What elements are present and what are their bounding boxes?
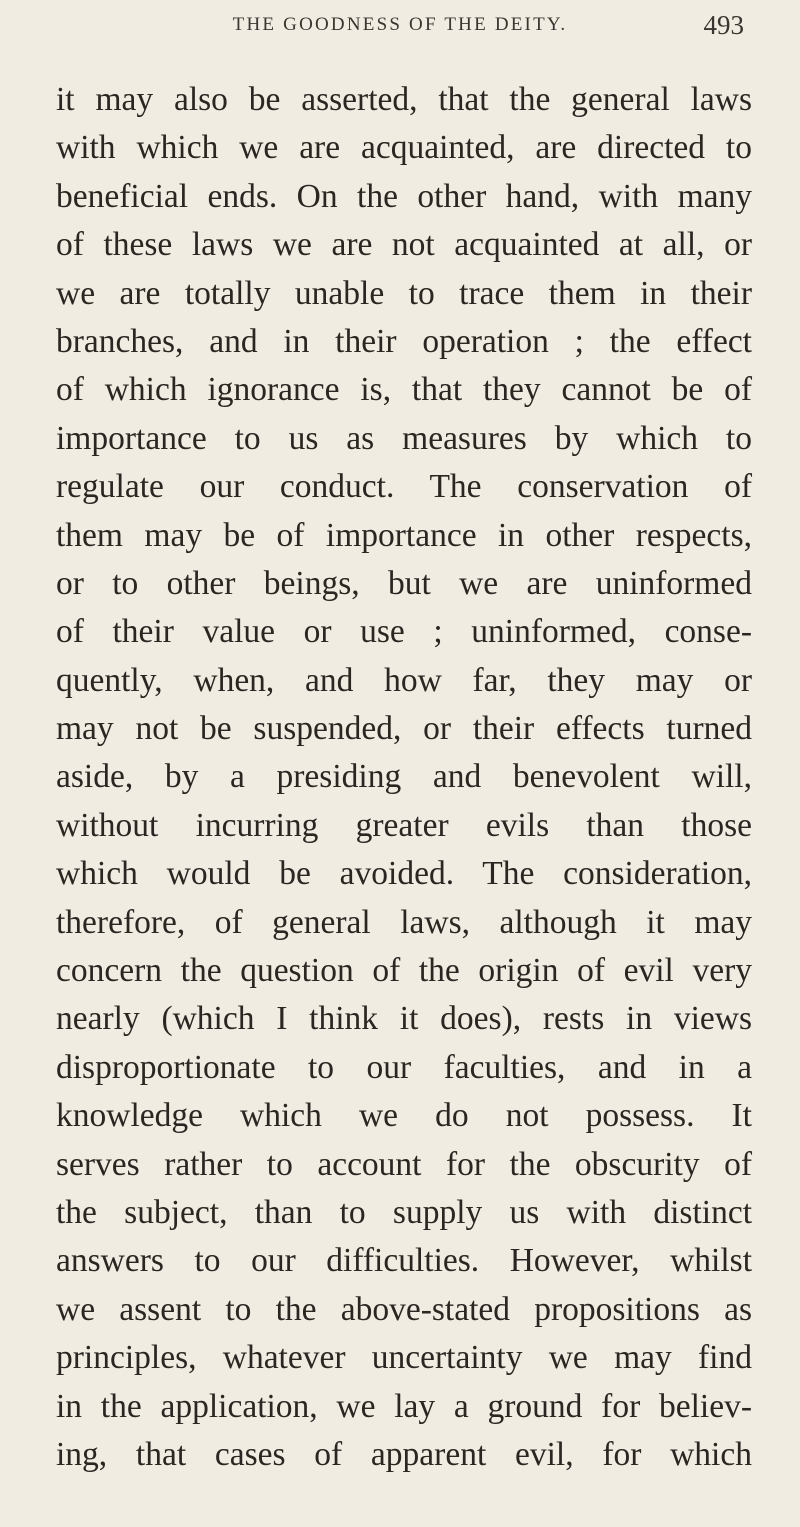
body-line: we assent to the above-stated propositions as	[56, 1290, 752, 1328]
body-line: principles, whatever uncertainty we may find	[56, 1339, 752, 1377]
body-line: ing, that cases of apparent evil, for which	[56, 1435, 752, 1473]
body-line: knowledge which we do not possess. It	[56, 1097, 752, 1135]
body-line: which would be avoided. The consideration,	[56, 855, 752, 893]
body-text	[56, 76, 752, 1479]
body-line: of these laws we are not acquainted at all, or	[56, 226, 752, 264]
body-line: quently, when, and how far, they may or	[56, 661, 752, 699]
body-line: them may be of importance in other respects,	[56, 516, 752, 554]
body-line: answers to our difficulties. However, whilst	[56, 1242, 752, 1280]
page-number: 493	[703, 10, 744, 40]
body-line: of their value or use ; uninformed, conse-	[56, 613, 752, 651]
running-title: THE GOODNESS OF THE DEITY.	[232, 14, 568, 35]
body-line: in the application, we lay a ground for believ-	[56, 1387, 752, 1425]
body-line: regulate our conduct. The conservation of	[56, 468, 752, 506]
body-line: the subject, than to supply us with distinct	[56, 1193, 752, 1231]
body-line: serves rather to account for the obscurity of	[56, 1145, 752, 1183]
body-line: or to other beings, but we are uninformed	[56, 564, 752, 602]
body-line: beneficial ends. On the other hand, with many	[56, 177, 752, 215]
body-line: with which we are acquainted, are directed to	[56, 129, 752, 167]
body-line: branches, and in their operation ; the effect	[56, 322, 752, 360]
body-line: aside, by a presiding and benevolent will,	[56, 758, 752, 796]
body-line: concern the question of the origin of evil very	[56, 952, 752, 990]
running-head	[0, 6, 800, 46]
body-line: may not be suspended, or their effects turned	[56, 710, 752, 748]
body-line: nearly (which I think it does), rests in views	[56, 1000, 752, 1038]
body-line: importance to us as measures by which to	[56, 419, 752, 457]
body-line: we are totally unable to trace them in their	[56, 274, 752, 312]
body-line: of which ignorance is, that they cannot be of	[56, 371, 752, 409]
body-line: disproportionate to our faculties, and in a	[56, 1048, 752, 1086]
body-line: without incurring greater evils than those	[56, 806, 752, 844]
body-line: it may also be asserted, that the general laws	[56, 81, 752, 118]
body-line: therefore, of general laws, although it may	[56, 903, 752, 941]
